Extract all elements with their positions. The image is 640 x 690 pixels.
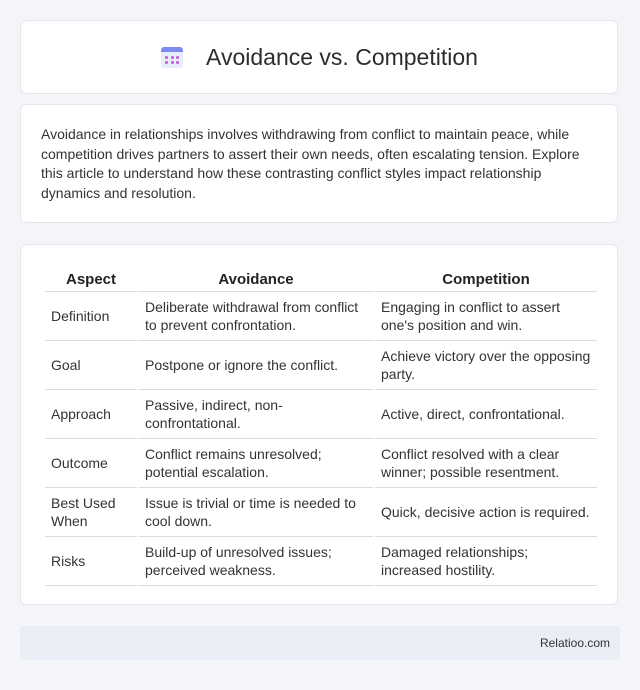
table-cell-aspect: Risks bbox=[45, 537, 137, 586]
table-cell-competition: Active, direct, confrontational. bbox=[375, 390, 597, 439]
table-cell-competition: Achieve victory over the opposing party. bbox=[375, 341, 597, 390]
intro-card bbox=[20, 104, 618, 223]
table-row bbox=[45, 292, 597, 341]
table-cell-competition: Damaged relationships; increased hostility. bbox=[375, 537, 597, 586]
table-row bbox=[45, 390, 597, 439]
footer-brand: Relatioo.com bbox=[539, 636, 610, 650]
table-cell-avoidance: Postpone or ignore the conflict. bbox=[139, 341, 373, 390]
table-cell-competition: Quick, decisive action is required. bbox=[375, 488, 597, 537]
column-header-competition: Competition bbox=[375, 265, 597, 292]
table-cell-avoidance: Deliberate withdrawal from conflict to prevent confrontation. bbox=[139, 292, 373, 341]
table-row bbox=[45, 341, 597, 390]
table-cell-avoidance: Issue is trivial or time is needed to cool down. bbox=[139, 488, 373, 537]
table-row bbox=[45, 537, 597, 586]
table-cell-avoidance: Conflict remains unresolved; potential escalation. bbox=[139, 439, 373, 488]
footer-bar bbox=[20, 626, 620, 660]
table-row bbox=[45, 488, 597, 537]
table-cell-avoidance: Build-up of unresolved issues; perceived weakness. bbox=[139, 537, 373, 586]
comparison-card bbox=[20, 244, 618, 605]
comparison-table bbox=[43, 265, 599, 586]
table-row bbox=[45, 439, 597, 488]
calendar-icon bbox=[160, 45, 184, 69]
table-cell-avoidance: Passive, indirect, non-confrontational. bbox=[139, 390, 373, 439]
intro-paragraph: Avoidance in relationships involves withdrawing from conflict to maintain peace, while competition drives partners to assert their own needs, often escalating tension. Explore this article to understand how these contrasting conflict styles impact relationship dynamics and resolution. bbox=[41, 126, 580, 201]
table-cell-aspect: Approach bbox=[45, 390, 137, 439]
table-cell-aspect: Best Used When bbox=[45, 488, 137, 537]
table-cell-competition: Engaging in conflict to assert one's position and win. bbox=[375, 292, 597, 341]
table-cell-aspect: Outcome bbox=[45, 439, 137, 488]
table-cell-competition: Conflict resolved with a clear winner; possible resentment. bbox=[375, 439, 597, 488]
table-header-row bbox=[45, 265, 597, 292]
table-cell-aspect: Definition bbox=[45, 292, 137, 341]
title-card bbox=[20, 20, 618, 94]
column-header-aspect: Aspect bbox=[45, 265, 137, 292]
table-cell-aspect: Goal bbox=[45, 341, 137, 390]
page-title: Avoidance vs. Competition bbox=[206, 43, 478, 70]
column-header-avoidance: Avoidance bbox=[139, 265, 373, 292]
